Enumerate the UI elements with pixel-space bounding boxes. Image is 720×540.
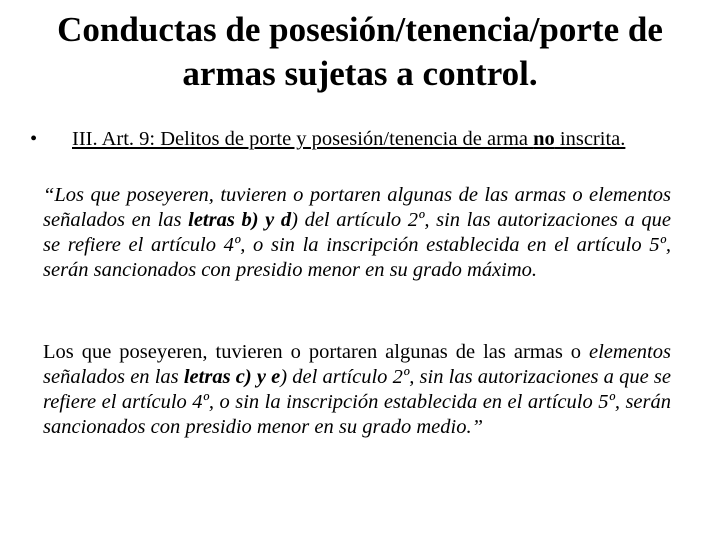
paragraph-2-text-middle: elementos señalados en las [43,341,671,388]
bullet-marker: • [30,128,38,150]
bullet-item [28,127,662,151]
bullet-text-emphasis: no [533,128,555,150]
bullet-text-after: inscrita. [554,128,626,150]
slide-title-line-2: armas sujetas a control. [182,54,538,93]
bullet-text-before: III. Art. 9: Delitos de porte y posesión/tenencia de arma [72,128,534,150]
slide-title [0,8,720,96]
paragraph-1-letters-bold: letras b) y d [188,209,292,231]
slide-title-line-1: Conductas de posesión/tenencia/porte de [57,10,663,49]
paragraph-2-text-after: ) del artículo 2º, sin las autorizaciones a que se refiere el artículo 4º, o sin la inscripción establecida en el artículo 5º, serán sancionados con presidio menor en su grado medio.” [43,366,671,438]
paragraph-2-lead: Los que poseyeren, tuvieren o portaren algunas de las armas o [43,341,582,363]
paragraph-1-text-after: ) del artículo 2º, sin las autorizaciones a que se refiere el artículo 4º, o sin la inscripción establecida en el artículo 5º, serán sancionados con presidio menor en su grado máximo. [43,209,672,281]
quote-paragraph-2 [43,340,671,440]
bullet-text [72,127,625,151]
paragraph-2-letters-bold: letras c) y e [183,366,281,388]
quote-paragraph-1 [43,183,671,283]
paragraph-1-text-before: “Los que poseyeren, tuvieren o portaren algunas de las armas o elementos señalados en las [43,184,671,231]
